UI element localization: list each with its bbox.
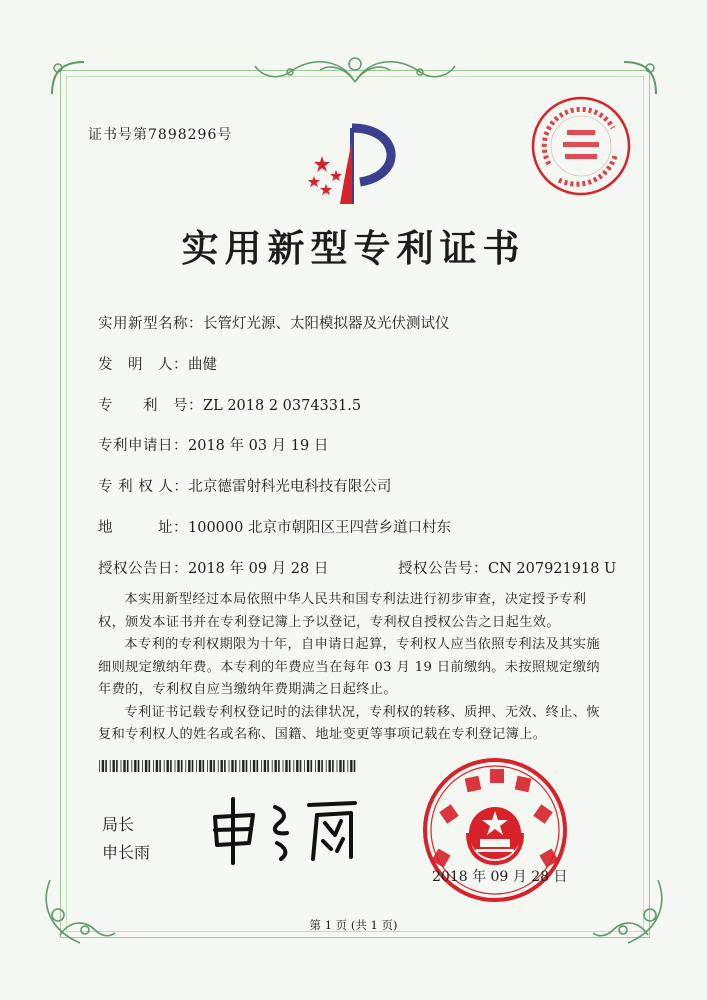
barcode-bar: [326, 760, 327, 772]
patent-office-logo: [300, 120, 410, 210]
top-ornament: [250, 52, 460, 88]
barcode-bar: [121, 760, 122, 772]
patentee-label: 专 利 权 人：: [98, 479, 189, 495]
grant-date-label: 授权公告日：: [98, 561, 188, 577]
corner-ornament-bl: [40, 875, 120, 950]
barcode-bar: [354, 760, 356, 772]
barcode-bar: [231, 760, 233, 772]
address-label: 地 址：: [98, 520, 188, 536]
barcode-bar: [329, 760, 331, 772]
barcode-bar: [213, 760, 215, 772]
barcode-bar: [285, 760, 287, 772]
barcode-bar: [192, 760, 194, 772]
barcode-bar: [167, 760, 169, 772]
barcode-bar: [142, 760, 143, 772]
barcode-bar: [278, 760, 280, 772]
filing-date-label: 专利申请日：: [98, 438, 188, 454]
barcode-bar: [304, 760, 305, 772]
barcode-bar: [246, 760, 248, 772]
barcode-bar: [347, 760, 348, 772]
barcode-bar: [196, 760, 197, 772]
paragraph-status: 专利证书记载专利权登记时的法律状况，专利权的转移、质押、无效、终止、恢复和专利权人的姓名或名称、国籍、地址变更等事项记载在专利登记簿上。: [98, 704, 600, 742]
barcode-bar: [293, 760, 294, 772]
barcode-bar: [149, 760, 151, 772]
address-value: 100000 北京市朝阳区王四营乡道口村东: [188, 520, 451, 536]
corner-ornament-tr: [620, 58, 660, 98]
barcode-bar: [242, 760, 244, 772]
barcode-bar: [307, 760, 309, 772]
barcode-bar: [199, 760, 201, 772]
barcode-bar: [264, 760, 266, 772]
barcode-bar: [221, 760, 223, 772]
barcode-bar: [318, 760, 320, 772]
seal-date: 2018 年 09 月 28 日: [432, 869, 568, 885]
filing-date: [98, 434, 328, 455]
barcode-bar: [275, 760, 277, 772]
barcode-bar: [224, 760, 226, 772]
barcode-bar: [116, 760, 118, 772]
barcode-bar: [156, 760, 158, 772]
barcode-bar: [164, 760, 165, 772]
barcode-bar: [332, 760, 334, 772]
barcode-bar: [134, 760, 136, 772]
page-number: 第 1 页 (共 1 页): [309, 918, 398, 932]
barcode-bar: [296, 760, 298, 772]
grant-number-label: 授权公告号：: [398, 561, 488, 577]
utility-model-name-value: 长管灯光源、太阳模拟器及光伏测试仪: [203, 316, 450, 332]
patentee-value: 北京德雷射科光电科技有限公司: [188, 479, 392, 495]
barcode-bar: [159, 760, 161, 772]
agency-seal: [529, 94, 633, 198]
barcode-bar: [203, 760, 205, 772]
patent-number-value: ZL 2018 2 0374331.5: [203, 398, 362, 414]
barcode-bar: [261, 760, 262, 772]
barcode-bar: [170, 760, 172, 772]
barcode-bar: [131, 760, 132, 772]
patent-number-label: 专 利 号：: [98, 398, 203, 414]
barcode-bar: [145, 760, 147, 772]
grant-date: [98, 557, 328, 578]
filing-date-value: 2018 年 03 月 19 日: [188, 438, 329, 454]
barcode-bar: [343, 760, 345, 772]
barcode-bar: [337, 760, 338, 772]
barcode-bar: [218, 760, 219, 772]
inventor-label: 发 明 人：: [98, 357, 188, 373]
barcode-bar: [235, 760, 237, 772]
barcode-bar: [207, 760, 208, 772]
barcode-bar: [315, 760, 316, 772]
barcode-bar: [177, 760, 179, 772]
barcode-bar: [283, 760, 284, 772]
barcode-bar: [300, 760, 302, 772]
grant-number-value: CN 207921918 U: [488, 561, 617, 577]
barcode-bar: [153, 760, 154, 772]
grant-number: [398, 557, 616, 578]
barcode-bar: [113, 760, 115, 772]
barcode-bar: [253, 760, 255, 772]
barcode-bar: [188, 760, 190, 772]
barcode-bar: [99, 760, 100, 772]
barcode: [99, 760, 359, 772]
barcode-bar: [289, 760, 291, 772]
certificate-number: 证书号第7898296号: [88, 127, 233, 143]
barcode-bar: [127, 760, 129, 772]
utility-model-name-label: 实用新型名称：: [98, 316, 203, 332]
director-title: 局长: [102, 815, 135, 834]
barcode-bar: [138, 760, 140, 772]
barcode-bar: [181, 760, 183, 772]
barcode-bar: [123, 760, 125, 772]
certificate-title: 实用新型专利证书: [181, 226, 526, 270]
barcode-bar: [110, 760, 111, 772]
barcode-bar: [185, 760, 186, 772]
paragraph-term: 本专利的专利权期限为十年，自申请日起算，专利权人应当依照专利法及其实施细则规定缴纳年费。本专利的年费应当在每年 03 月 19 日前缴纳。未按照规定缴纳年费的，专利权自应当缴纳年费期满之日起终止。: [98, 637, 600, 697]
inventor: [98, 353, 217, 374]
inventor-value: 曲健: [188, 357, 217, 373]
utility-model-name: [98, 312, 450, 333]
patent-number: [98, 394, 361, 415]
corner-ornament-br: [588, 875, 668, 950]
director-name: 申长雨: [102, 843, 151, 862]
grant-date-value: 2018 年 09 月 28 日: [188, 561, 329, 577]
director-signature: [205, 795, 365, 865]
paragraph-grant: 本实用新型经过本局依照中华人民共和国专利法进行初步审查，决定授予专利权，颁发本证书并在专利登记簿上予以登记，专利权自授权公告之日起生效。: [98, 592, 587, 630]
barcode-bar: [210, 760, 212, 772]
barcode-bar: [350, 760, 352, 772]
barcode-bar: [175, 760, 176, 772]
barcode-bar: [339, 760, 341, 772]
certificate-body: [98, 589, 610, 747]
barcode-bar: [102, 760, 104, 772]
barcode-bar: [321, 760, 323, 772]
barcode-bar: [272, 760, 273, 772]
barcode-bar: [250, 760, 251, 772]
barcode-bar: [229, 760, 230, 772]
barcode-bar: [239, 760, 240, 772]
barcode-bar: [257, 760, 259, 772]
barcode-bar: [267, 760, 269, 772]
address: [98, 516, 451, 537]
barcode-bar: [311, 760, 313, 772]
barcode-bar: [105, 760, 107, 772]
corner-ornament-tl: [48, 58, 88, 98]
patentee: [98, 475, 391, 496]
